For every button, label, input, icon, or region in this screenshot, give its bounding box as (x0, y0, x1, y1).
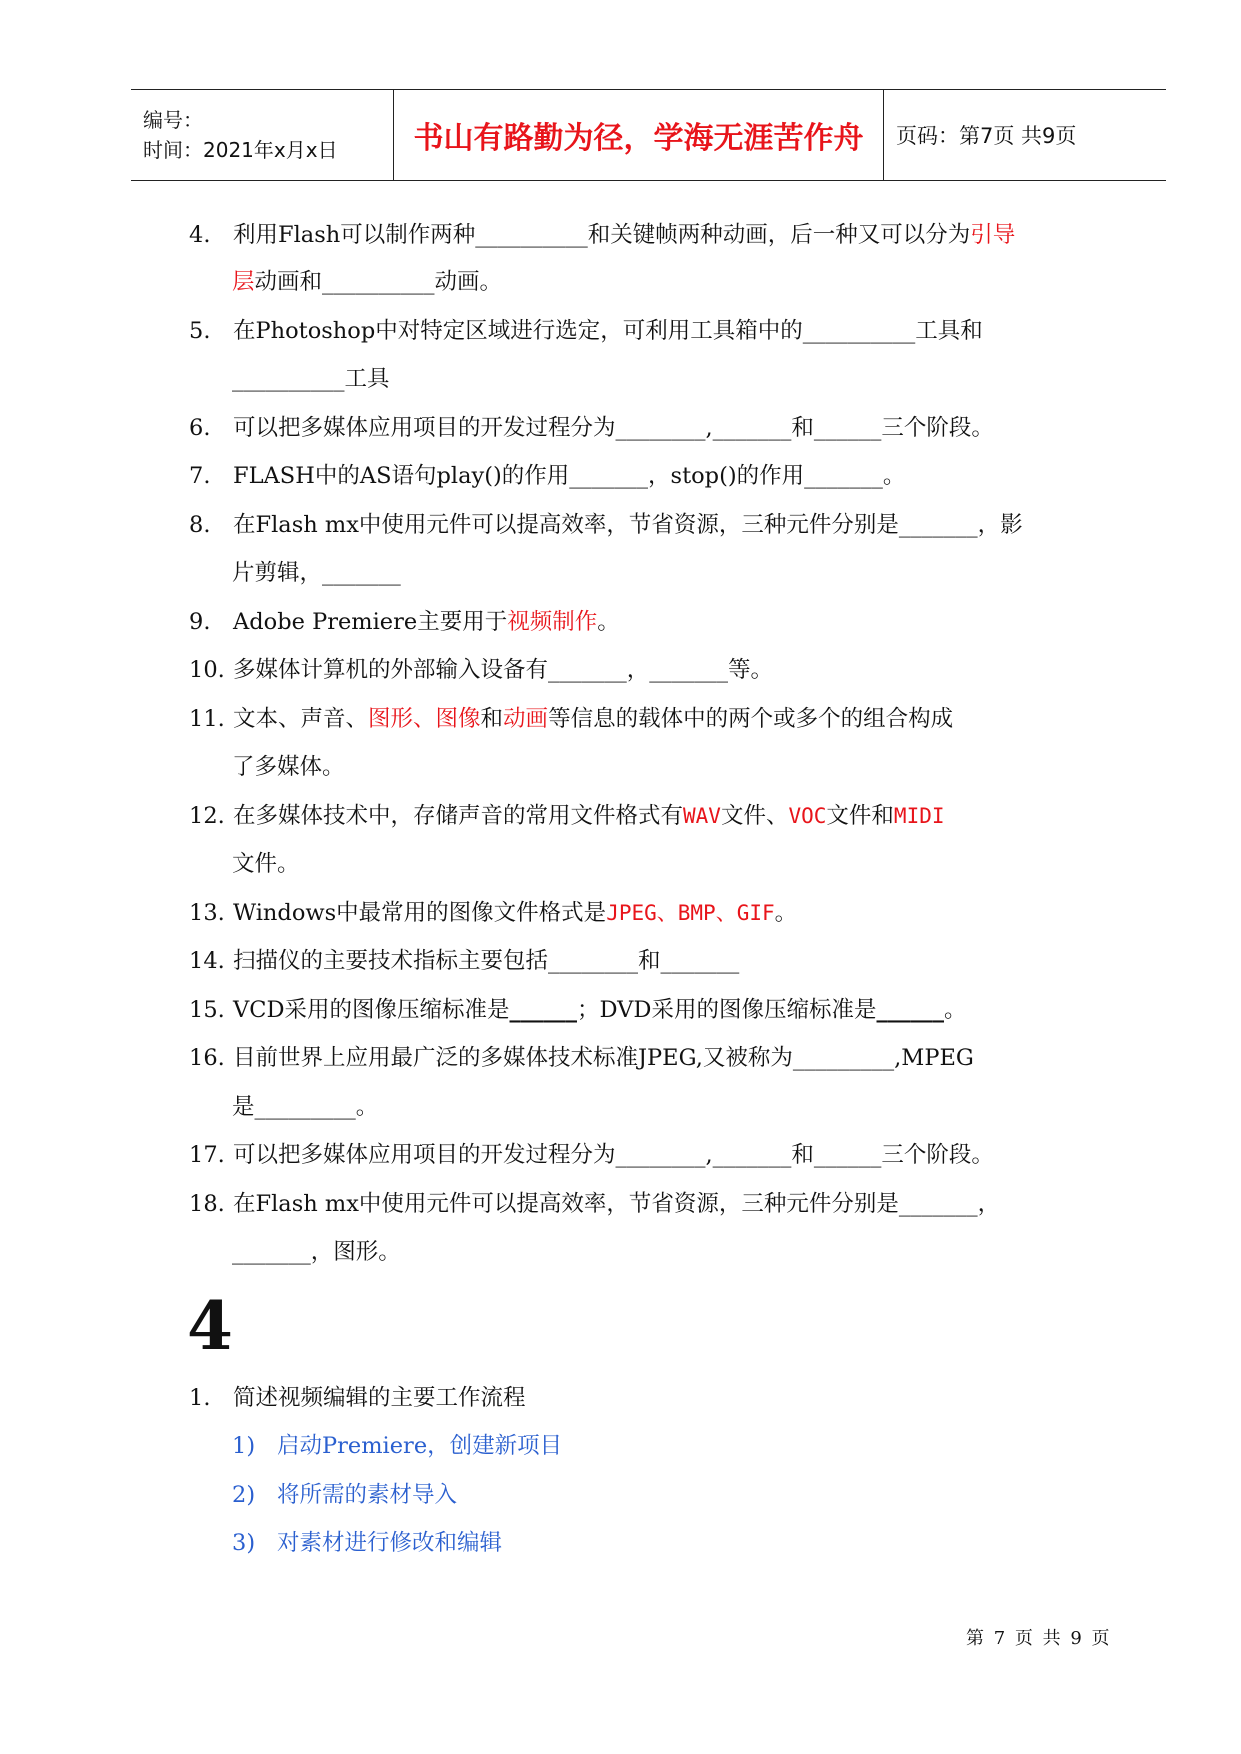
question-text: 是_________。 (232, 1094, 379, 1120)
question-text: 目前世界上应用最广泛的多媒体技术标准JPEG,又被称为_________,MPEG (233, 1045, 974, 1071)
question-text: 简述视频编辑的主要工作流程 (233, 1385, 526, 1411)
question-text: 等信息的载体中的两个或多个的组合构成 (548, 706, 954, 732)
question-8-cont (232, 558, 401, 588)
page-footer: 第 7 页 共 9 页 (966, 1628, 1110, 1649)
question-16-cont (232, 1092, 378, 1122)
question-text: _______，图形。 (232, 1239, 401, 1265)
question-number: 17. (189, 1142, 225, 1168)
question-number: 1. (189, 1385, 211, 1411)
question-text: Windows中最常用的图像文件格式是 (233, 900, 607, 926)
question-15 (189, 995, 966, 1025)
question-text: 。 (943, 997, 967, 1023)
time-label: 时间：2021年x月x日 (143, 138, 338, 162)
question-16 (189, 1043, 974, 1073)
answer-text: 层 (232, 269, 255, 295)
question-number: 8. (189, 512, 211, 538)
answer-text: 动画 (503, 706, 549, 732)
question-text: 扫描仪的主要技术指标主要包括________和_______ (233, 948, 740, 974)
question-number: 15. (189, 997, 225, 1023)
page-header (131, 89, 1166, 181)
answer-text: VOC (788, 804, 827, 828)
answer-blank: ______ (876, 997, 944, 1023)
step-text: 对素材进行修改和编辑 (277, 1530, 503, 1556)
answer-text: 视频制作 (507, 609, 598, 635)
question-text: __________工具 (232, 366, 390, 392)
question-text: 在多媒体技术中，存储声音的常用文件格式有 (233, 803, 684, 829)
question-text: 和 (480, 706, 504, 732)
question-text: 。 (597, 609, 620, 635)
question-14 (189, 946, 739, 976)
answer-text: MIDI (893, 804, 945, 828)
question-text: 了多媒体。 (232, 754, 345, 780)
question-12 (189, 801, 945, 831)
question-number: 14. (189, 948, 225, 974)
question-number: 18. (189, 1191, 225, 1217)
question-text: 文件和 (826, 803, 894, 829)
question-9 (189, 607, 620, 637)
question-number: 6. (189, 415, 211, 441)
page-info-text: 页码：第7页 共9页 (896, 124, 1077, 148)
question-text: 文本、声音、 (233, 706, 369, 732)
answer-text: 引导 (970, 222, 1016, 248)
question-text: FLASH中的AS语句play()的作用_______，stop()的作用_______。 (233, 463, 906, 489)
question-10 (189, 655, 773, 685)
step-number: 1) (232, 1433, 256, 1459)
question-number: 5. (189, 318, 211, 344)
header-page-info (884, 90, 1166, 180)
question-number: 10. (189, 657, 225, 683)
step-text: 启动Premiere，创建新项目 (277, 1433, 563, 1459)
question-7 (189, 461, 905, 491)
question-5 (189, 316, 983, 346)
question-number: 7. (189, 463, 211, 489)
question-13 (189, 898, 797, 928)
question-6 (189, 413, 994, 443)
number-label: 编号： (143, 108, 203, 132)
step-number: 2) (232, 1482, 256, 1508)
header-motto (394, 90, 884, 180)
question-4-cont (232, 267, 502, 297)
answer-text: 图形、图像 (368, 706, 481, 732)
question-text: 在Flash mx中使用元件可以提高效率，节省资源，三种元件分别是_______， (233, 1191, 1001, 1217)
question-8 (189, 510, 1023, 540)
question-text: 。 (774, 900, 798, 926)
section-question-1 (189, 1383, 526, 1413)
question-number: 4. (189, 222, 211, 248)
question-11-cont (232, 752, 345, 782)
question-text: 在Photoshop中对特定区域进行选定，可利用工具箱中的__________工具和 (233, 318, 983, 344)
question-number: 9. (189, 609, 211, 635)
question-number: 13. (189, 900, 225, 926)
question-text: 动画和__________动画。 (254, 269, 503, 295)
step-number: 3) (232, 1530, 256, 1556)
answer-blank: ______ (509, 997, 578, 1023)
question-4 (189, 220, 1015, 250)
question-text: 文件。 (232, 851, 300, 877)
question-text: 可以把多媒体应用项目的开发过程分为________,_______和______三个阶段。 (233, 1142, 994, 1168)
question-5-cont (232, 364, 390, 394)
question-text: ；DVD采用的图像压缩标准是 (577, 997, 877, 1023)
answer-text: WAV (683, 804, 721, 828)
section-heading: 4 (187, 1287, 233, 1365)
question-number: 16. (189, 1045, 225, 1071)
question-text: 可以把多媒体应用项目的开发过程分为________,_______和______三个阶段。 (233, 415, 994, 441)
question-text: 片剪辑，_______ (232, 560, 401, 586)
question-18 (189, 1189, 1000, 1219)
question-text: Adobe Premiere主要用于 (233, 609, 508, 635)
question-text: 多媒体计算机的外部输入设备有_______，_______等。 (233, 657, 774, 683)
question-text: VCD采用的图像压缩标准是 (233, 997, 510, 1023)
question-17 (189, 1140, 994, 1170)
question-text: 在Flash mx中使用元件可以提高效率，节省资源，三种元件分别是_______，影 (233, 512, 1023, 538)
motto-text: 书山有路勤为径，学海无涯苦作舟 (413, 121, 864, 156)
question-number: 12. (189, 803, 225, 829)
step-item (232, 1528, 502, 1558)
header-meta (131, 90, 394, 180)
question-text: 利用Flash可以制作两种__________和关键帧两种动画，后一种又可以分为 (233, 222, 971, 248)
question-number: 11. (189, 706, 225, 732)
step-text: 将所需的素材导入 (277, 1482, 458, 1508)
step-item (232, 1480, 457, 1510)
question-11 (189, 704, 953, 734)
question-text: 文件、 (720, 803, 789, 829)
step-item (232, 1431, 562, 1461)
question-18-cont (232, 1237, 401, 1267)
answer-text: JPEG、BMP、GIF (606, 901, 775, 925)
question-12-cont (232, 849, 300, 879)
